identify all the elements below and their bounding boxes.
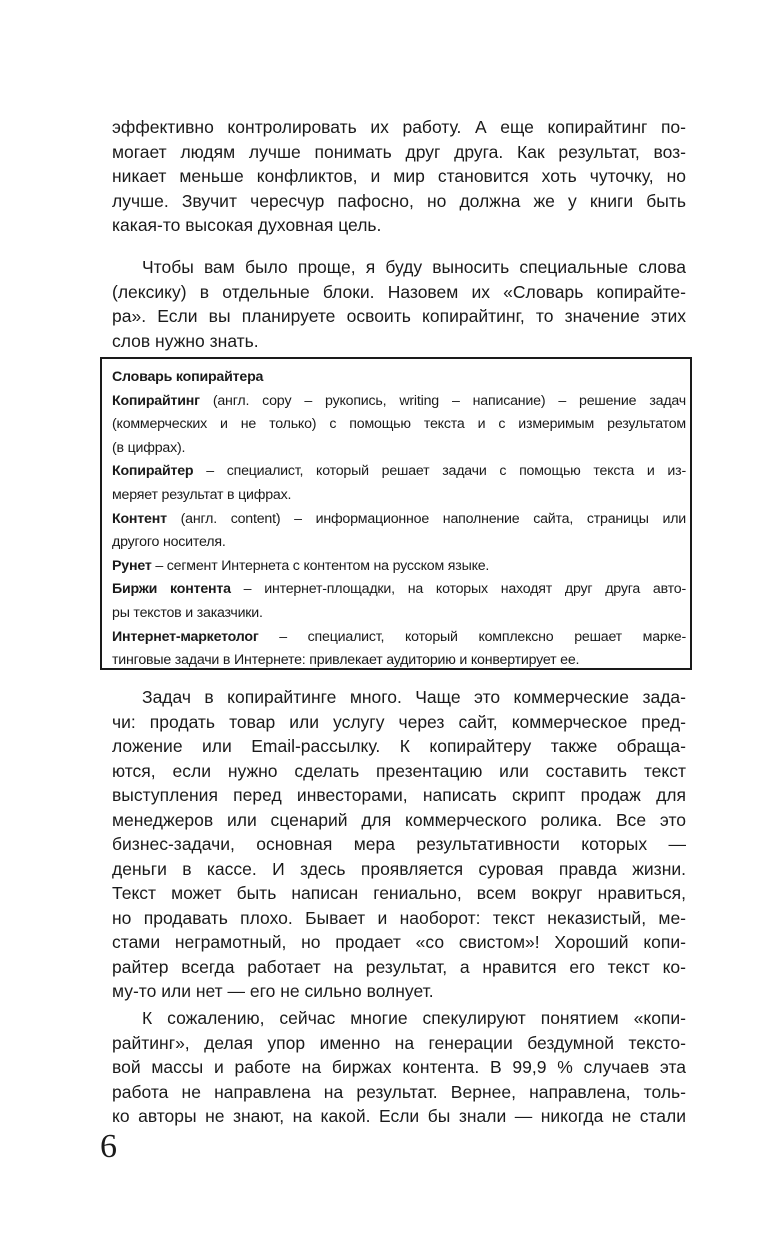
- glossary-entry-runet: [112, 555, 686, 579]
- text-line: вой массы и работе на биржах контента. В 99,9 % случаев эта: [112, 1057, 686, 1077]
- glossary-content: [112, 366, 686, 673]
- text-line: слов нужно знать.: [112, 330, 259, 351]
- glossary-term: Копирайтер: [112, 463, 194, 480]
- glossary-entry-content-exchanges: [112, 578, 686, 602]
- glossary-entry-copywriter: [112, 460, 686, 484]
- text-line: но продавать плохо. Бывает и наоборот: текст неказистый, ме-: [112, 907, 686, 928]
- text-line: эффективно контролировать их работу. А еще копирайтинг по-: [112, 117, 686, 137]
- text-line: чи: продать товар или услугу через сайт, коммерческое пред-: [112, 711, 686, 732]
- text-line: ются, если нужно сделать презентацию или составить текст: [112, 760, 686, 781]
- text-line: райтинг», делая упор именно на генерации бездумной тексто-: [112, 1032, 686, 1053]
- text-line: бизнес-задачи, основная мера результативности которых —: [112, 834, 686, 854]
- page-number: 6: [100, 1128, 117, 1165]
- glossary-definition: другого носителя.: [112, 534, 226, 551]
- glossary-term: Интернет-маркетолог: [112, 628, 259, 645]
- text-line: выступления перед инвесторами, написать скрипт продаж для: [112, 785, 686, 805]
- text-line: Задач в копирайтинге много. Чаще это коммерческие зада-: [142, 687, 686, 707]
- glossary-definition: (в цифрах).: [112, 439, 186, 456]
- text-line: деньги в кассе. И здесь проявляется суровая правда жизни.: [112, 858, 686, 879]
- paragraph-4: [112, 1006, 686, 1129]
- glossary-entry-internet-marketer: [112, 626, 686, 650]
- glossary-term: Контент: [112, 510, 167, 527]
- text-line: какая-то высокая духовная цель.: [112, 215, 382, 235]
- glossary-term: Рунет: [112, 557, 152, 574]
- text-line: К сожалению, сейчас многие спекулируют понятием «копи-: [142, 1008, 686, 1028]
- glossary-definition: – интернет-площадки, на которых находят друг друга авто-: [230, 581, 686, 598]
- text-line: райтер всегда работает на результат, а нравится его текст ко-: [112, 956, 686, 977]
- text-line: ра». Если вы планируете освоить копирайтинг, то значение этих: [112, 306, 686, 326]
- paragraph-1: [112, 115, 686, 238]
- glossary-definition: (коммерческих и не только) с помощью текста и с измеримым результатом: [112, 416, 686, 433]
- glossary-definition: ры текстов и заказчики.: [112, 604, 263, 621]
- glossary-title: Словарь копирайтера: [112, 369, 264, 385]
- text-line: менеджеров или сценарий для коммерческого ролика. Все это: [112, 809, 686, 830]
- glossary-definition: – специалист, который комплексно решает марке-: [258, 628, 686, 645]
- text-line: ложение или Email-рассылку. К копирайтеру также обраща-: [112, 736, 686, 756]
- text-line: ко авторы не знают, на какой. Если бы знали — никогда не стали: [112, 1106, 686, 1126]
- glossary-definition: меряет результат в цифрах.: [112, 486, 292, 503]
- text-line: работа не направлена на результат. Вернее, направлена, толь-: [112, 1081, 686, 1102]
- paragraph-3: [112, 685, 686, 1004]
- text-line: стами неграмотный, но продает «со свистом»! Хороший копи-: [112, 932, 686, 952]
- paragraph-2: [112, 255, 686, 353]
- glossary-definition: – сегмент Интернета с контентом на русском языке.: [151, 557, 490, 574]
- text-line: (лексику) в отдельные блоки. Назовем их «Словарь копирайте-: [112, 281, 686, 302]
- glossary-definition: (англ. content) – информационное наполнение сайта, страницы или: [166, 510, 686, 527]
- glossary-entry-copywriting: [112, 390, 686, 414]
- text-line: лучше. Звучит чересчур пафосно, но должна же у книги быть: [112, 190, 686, 211]
- text-line: Текст может быть написан гениально, всем вокруг нравиться,: [112, 883, 686, 903]
- glossary-definition: тинговые задачи в Интернете: привлекает аудиторию и конвертирует ее.: [112, 652, 580, 669]
- glossary-term: Копирайтинг: [112, 392, 200, 409]
- text-line: никает меньше конфликтов, и мир становится хоть чуточку, но: [112, 166, 686, 186]
- text-line: му-то или нет — его не сильно волнует.: [112, 981, 434, 1001]
- glossary-definition: – специалист, который решает задачи с помощью текста и из-: [193, 463, 686, 480]
- glossary-definition: (англ. copy – рукопись, writing – написание) – решение задач: [199, 392, 686, 409]
- text-line: Чтобы вам было проще, я буду выносить специальные слова: [142, 257, 686, 277]
- glossary-entry-content: [112, 508, 686, 532]
- text-line: могает людям лучше понимать друг друга. Как результат, воз-: [112, 141, 686, 162]
- glossary-term: Биржи контента: [112, 581, 231, 598]
